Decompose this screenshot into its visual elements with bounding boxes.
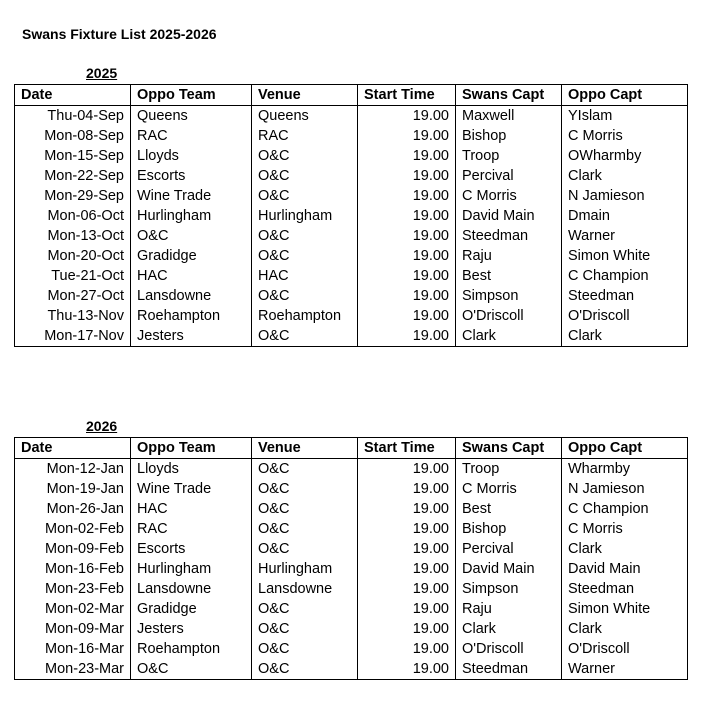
cell-oppo-team: Roehampton xyxy=(131,639,252,659)
cell-oppo-team: Gradidge xyxy=(131,246,252,266)
cell-oppo-capt: Warner xyxy=(562,659,688,680)
cell-oppo-capt: OWharmby xyxy=(562,146,688,166)
cell-venue: O&C xyxy=(252,599,358,619)
column-header-oppo-capt: Oppo Capt xyxy=(562,85,688,106)
cell-oppo-team: Escorts xyxy=(131,539,252,559)
cell-oppo-team: Wine Trade xyxy=(131,186,252,206)
cell-date: Mon-12-Jan xyxy=(15,459,131,480)
table-row xyxy=(15,459,688,480)
cell-date: Mon-19-Jan xyxy=(15,479,131,499)
column-header-venue: Venue xyxy=(252,438,358,459)
table-row xyxy=(15,186,688,206)
cell-venue: O&C xyxy=(252,226,358,246)
cell-oppo-capt: Simon White xyxy=(562,246,688,266)
cell-venue: O&C xyxy=(252,166,358,186)
table-row xyxy=(15,226,688,246)
cell-venue: O&C xyxy=(252,146,358,166)
cell-swans-capt: Bishop xyxy=(456,519,562,539)
cell-oppo-team: Lloyds xyxy=(131,146,252,166)
cell-oppo-team: RAC xyxy=(131,126,252,146)
cell-swans-capt: C Morris xyxy=(456,479,562,499)
table-row xyxy=(15,479,688,499)
cell-venue: O&C xyxy=(252,286,358,306)
cell-oppo-team: Gradidge xyxy=(131,599,252,619)
cell-oppo-team: Hurlingham xyxy=(131,206,252,226)
cell-swans-capt: O'Driscoll xyxy=(456,639,562,659)
cell-swans-capt: David Main xyxy=(456,559,562,579)
cell-oppo-capt: Clark xyxy=(562,539,688,559)
table-row xyxy=(15,286,688,306)
table-row xyxy=(15,146,688,166)
cell-start-time: 19.00 xyxy=(358,226,456,246)
cell-date: Mon-15-Sep xyxy=(15,146,131,166)
cell-start-time: 19.00 xyxy=(358,166,456,186)
column-header-date: Date xyxy=(15,85,131,106)
cell-start-time: 19.00 xyxy=(358,246,456,266)
cell-oppo-capt: O'Driscoll xyxy=(562,639,688,659)
table-row xyxy=(15,246,688,266)
column-header-swans-capt: Swans Capt xyxy=(456,85,562,106)
cell-start-time: 19.00 xyxy=(358,286,456,306)
season-heading-2026: 2026 xyxy=(86,418,118,434)
table-row xyxy=(15,326,688,347)
cell-swans-capt: Percival xyxy=(456,539,562,559)
cell-oppo-capt: Clark xyxy=(562,326,688,347)
table-row xyxy=(15,306,688,326)
column-header-date: Date xyxy=(15,438,131,459)
cell-start-time: 19.00 xyxy=(358,619,456,639)
cell-oppo-capt: C Champion xyxy=(562,499,688,519)
cell-oppo-capt: Dmain xyxy=(562,206,688,226)
cell-oppo-team: RAC xyxy=(131,519,252,539)
cell-date: Mon-16-Feb xyxy=(15,559,131,579)
season-heading-2025: 2025 xyxy=(86,65,118,81)
cell-venue: RAC xyxy=(252,126,358,146)
table-row xyxy=(15,659,688,680)
cell-swans-capt: Troop xyxy=(456,146,562,166)
cell-oppo-capt: C Morris xyxy=(562,126,688,146)
cell-oppo-team: Jesters xyxy=(131,326,252,347)
header-row xyxy=(15,85,688,106)
cell-oppo-team: Wine Trade xyxy=(131,479,252,499)
cell-date: Mon-06-Oct xyxy=(15,206,131,226)
cell-venue: O&C xyxy=(252,479,358,499)
cell-start-time: 19.00 xyxy=(358,479,456,499)
cell-date: Mon-09-Feb xyxy=(15,539,131,559)
cell-oppo-team: Escorts xyxy=(131,166,252,186)
cell-oppo-team: Queens xyxy=(131,106,252,127)
table-row xyxy=(15,619,688,639)
cell-start-time: 19.00 xyxy=(358,126,456,146)
cell-oppo-team: O&C xyxy=(131,659,252,680)
cell-date: Mon-20-Oct xyxy=(15,246,131,266)
cell-oppo-team: O&C xyxy=(131,226,252,246)
cell-date: Mon-09-Mar xyxy=(15,619,131,639)
cell-swans-capt: Best xyxy=(456,499,562,519)
cell-swans-capt: C Morris xyxy=(456,186,562,206)
cell-venue: O&C xyxy=(252,326,358,347)
cell-swans-capt: Troop xyxy=(456,459,562,480)
cell-venue: Hurlingham xyxy=(252,559,358,579)
cell-oppo-capt: C Morris xyxy=(562,519,688,539)
cell-swans-capt: Simpson xyxy=(456,579,562,599)
header-row xyxy=(15,438,688,459)
cell-venue: O&C xyxy=(252,459,358,480)
cell-venue: O&C xyxy=(252,519,358,539)
table-row xyxy=(15,599,688,619)
column-header-venue: Venue xyxy=(252,85,358,106)
table-row xyxy=(15,106,688,127)
cell-venue: Queens xyxy=(252,106,358,127)
cell-oppo-capt: Steedman xyxy=(562,286,688,306)
column-header-oppo-team: Oppo Team xyxy=(131,85,252,106)
cell-date: Tue-21-Oct xyxy=(15,266,131,286)
cell-oppo-capt: YIslam xyxy=(562,106,688,127)
table-row xyxy=(15,206,688,226)
cell-start-time: 19.00 xyxy=(358,459,456,480)
fixture-table-2026 xyxy=(14,437,688,680)
cell-oppo-capt: Clark xyxy=(562,619,688,639)
cell-start-time: 19.00 xyxy=(358,579,456,599)
table-row xyxy=(15,639,688,659)
cell-oppo-capt: Warner xyxy=(562,226,688,246)
cell-start-time: 19.00 xyxy=(358,106,456,127)
fixture-table-2025 xyxy=(14,84,688,347)
table-row xyxy=(15,559,688,579)
cell-swans-capt: David Main xyxy=(456,206,562,226)
cell-oppo-capt: Clark xyxy=(562,166,688,186)
column-header-start-time: Start Time xyxy=(358,85,456,106)
cell-oppo-capt: O'Driscoll xyxy=(562,306,688,326)
column-header-oppo-capt: Oppo Capt xyxy=(562,438,688,459)
cell-start-time: 19.00 xyxy=(358,559,456,579)
cell-start-time: 19.00 xyxy=(358,499,456,519)
cell-swans-capt: Clark xyxy=(456,619,562,639)
cell-swans-capt: Steedman xyxy=(456,659,562,680)
cell-date: Mon-02-Mar xyxy=(15,599,131,619)
cell-date: Mon-23-Feb xyxy=(15,579,131,599)
cell-start-time: 19.00 xyxy=(358,326,456,347)
cell-oppo-capt: C Champion xyxy=(562,266,688,286)
cell-oppo-team: HAC xyxy=(131,499,252,519)
cell-date: Mon-17-Nov xyxy=(15,326,131,347)
cell-swans-capt: Maxwell xyxy=(456,106,562,127)
table-row xyxy=(15,499,688,519)
cell-date: Mon-13-Oct xyxy=(15,226,131,246)
cell-oppo-capt: N Jamieson xyxy=(562,479,688,499)
cell-oppo-team: Roehampton xyxy=(131,306,252,326)
cell-start-time: 19.00 xyxy=(358,639,456,659)
document-title: Swans Fixture List 2025-2026 xyxy=(22,26,217,42)
column-header-start-time: Start Time xyxy=(358,438,456,459)
table-row xyxy=(15,539,688,559)
cell-start-time: 19.00 xyxy=(358,306,456,326)
column-header-oppo-team: Oppo Team xyxy=(131,438,252,459)
cell-date: Mon-22-Sep xyxy=(15,166,131,186)
cell-venue: Roehampton xyxy=(252,306,358,326)
cell-venue: Hurlingham xyxy=(252,206,358,226)
cell-start-time: 19.00 xyxy=(358,599,456,619)
cell-oppo-team: Lansdowne xyxy=(131,286,252,306)
cell-start-time: 19.00 xyxy=(358,659,456,680)
cell-oppo-team: HAC xyxy=(131,266,252,286)
cell-start-time: 19.00 xyxy=(358,266,456,286)
cell-date: Mon-29-Sep xyxy=(15,186,131,206)
cell-venue: Lansdowne xyxy=(252,579,358,599)
cell-oppo-capt: N Jamieson xyxy=(562,186,688,206)
table-row xyxy=(15,579,688,599)
cell-oppo-capt: Simon White xyxy=(562,599,688,619)
table-row xyxy=(15,519,688,539)
cell-venue: O&C xyxy=(252,639,358,659)
cell-oppo-team: Jesters xyxy=(131,619,252,639)
cell-venue: O&C xyxy=(252,499,358,519)
cell-swans-capt: Steedman xyxy=(456,226,562,246)
cell-date: Mon-08-Sep xyxy=(15,126,131,146)
column-header-swans-capt: Swans Capt xyxy=(456,438,562,459)
cell-start-time: 19.00 xyxy=(358,206,456,226)
cell-swans-capt: Clark xyxy=(456,326,562,347)
cell-date: Mon-26-Jan xyxy=(15,499,131,519)
cell-date: Thu-13-Nov xyxy=(15,306,131,326)
cell-date: Mon-02-Feb xyxy=(15,519,131,539)
cell-oppo-capt: Wharmby xyxy=(562,459,688,480)
cell-start-time: 19.00 xyxy=(358,186,456,206)
table-row xyxy=(15,266,688,286)
cell-venue: O&C xyxy=(252,186,358,206)
cell-oppo-capt: Steedman xyxy=(562,579,688,599)
cell-oppo-capt: David Main xyxy=(562,559,688,579)
cell-venue: HAC xyxy=(252,266,358,286)
cell-swans-capt: Raju xyxy=(456,246,562,266)
cell-date: Mon-16-Mar xyxy=(15,639,131,659)
cell-start-time: 19.00 xyxy=(358,146,456,166)
cell-swans-capt: Bishop xyxy=(456,126,562,146)
cell-venue: O&C xyxy=(252,539,358,559)
table-row xyxy=(15,126,688,146)
cell-oppo-team: Lloyds xyxy=(131,459,252,480)
cell-start-time: 19.00 xyxy=(358,539,456,559)
cell-venue: O&C xyxy=(252,619,358,639)
table-row xyxy=(15,166,688,186)
cell-date: Mon-23-Mar xyxy=(15,659,131,680)
cell-swans-capt: Best xyxy=(456,266,562,286)
cell-swans-capt: Raju xyxy=(456,599,562,619)
cell-start-time: 19.00 xyxy=(358,519,456,539)
cell-swans-capt: Percival xyxy=(456,166,562,186)
cell-swans-capt: Simpson xyxy=(456,286,562,306)
cell-oppo-team: Hurlingham xyxy=(131,559,252,579)
cell-swans-capt: O'Driscoll xyxy=(456,306,562,326)
cell-oppo-team: Lansdowne xyxy=(131,579,252,599)
cell-date: Mon-27-Oct xyxy=(15,286,131,306)
cell-date: Thu-04-Sep xyxy=(15,106,131,127)
cell-venue: O&C xyxy=(252,246,358,266)
cell-venue: O&C xyxy=(252,659,358,680)
